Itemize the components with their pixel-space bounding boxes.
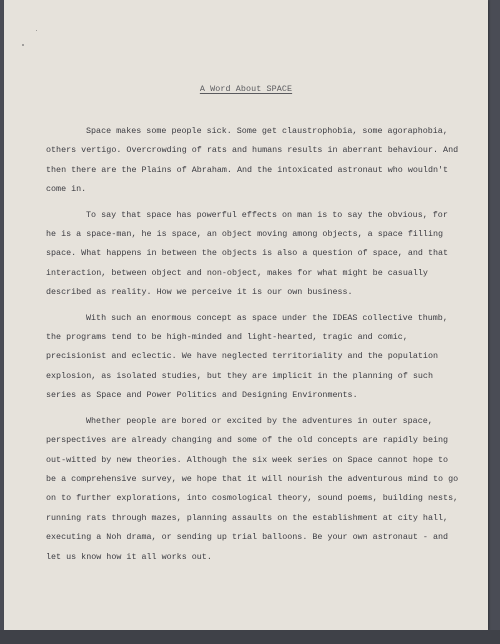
paragraph-text: To say that space has powerful effects on man is to say the obvious, for he is a space-man, he is space, an object moving among objects, a space filling space. What happens in between the objects is also a question of space, and that interaction, between object and non-object, makes for what might be casually described as reality. How we perceive it is our own business. [46,209,449,298]
paragraph [46,412,460,567]
paper-speck [22,44,24,46]
paper-speck [36,30,37,31]
paragraph-text: Space makes some people sick. Some get claustrophobia, some agoraphobia, others vertigo. Overcrowding of rats and humans results in aberrant behaviour. And then there are the Plains of Abraham. And the intoxicated astronaut who wouldn't come in. [46,126,459,195]
document-page [4,0,488,630]
document-title: A Word About SPACE [199,84,293,94]
paragraph [46,309,460,406]
scan-background-edge [0,630,500,644]
paragraph-text: Whether people are bored or excited by the adventures in outer space, perspectives are already changing and some of the old concepts are rapidly being out-witted by new theories. Although the six week series on Space cannot hope to be a comprehensive survey, we hope that it will nourish the adventurous mind to go on to further explorations, into cosmological theory, sound poems, building nests, running rats through mazes, planning assaults on the establishment at city hall, executing a Noh drama, or sending up trial balloons. Be your own astronaut - and let us know how it all works out. [46,415,459,562]
paragraph [46,122,460,200]
document-body [46,122,460,573]
paragraph-text: With such an enormous concept as space under the IDEAS collective thumb, the programs tend to be high-minded and light-hearted, tragic and comic, precisionist and eclectic. We have neglected territoriality and the population explosion, as isolated studies, but they are implicit in the planning of such series as Space and Power Politics and Designing Environments. [46,312,448,401]
paragraph [46,206,460,303]
